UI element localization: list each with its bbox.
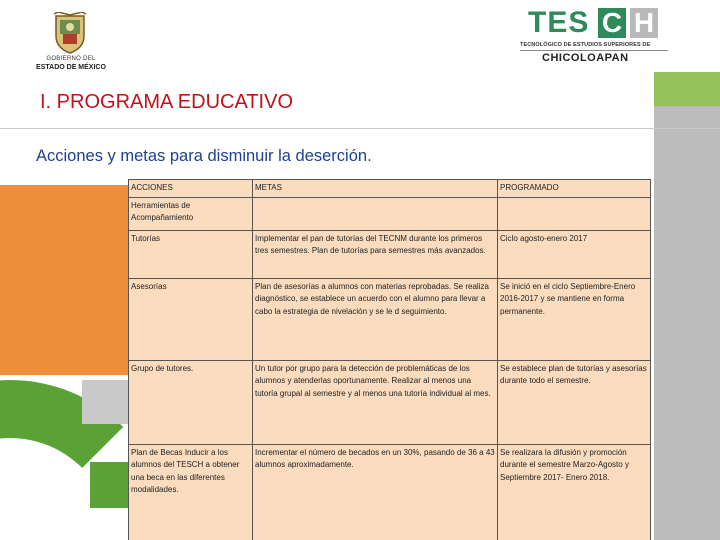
cell-meta: Implementar el pan de tutorías del TECNM durante los primeros tres semestres. Plan de tutorías para semestres más avanzados. xyxy=(253,230,498,278)
tesch-logo-tes: TES xyxy=(528,6,590,39)
table-row xyxy=(129,360,651,444)
table-header-row xyxy=(129,180,651,198)
table-row xyxy=(129,444,651,540)
title-divider xyxy=(0,128,720,129)
cell-programado: Se establece plan de tutorías y asesorías durante todo el semestre. xyxy=(498,360,651,444)
table-row xyxy=(129,278,651,360)
cell-accion: Tutorías xyxy=(129,230,253,278)
tesch-logo-c: C xyxy=(598,8,626,38)
tesch-logo xyxy=(518,4,674,68)
header-programado: PROGRAMADO xyxy=(498,180,651,198)
page-subtitle: Acciones y metas para disminuir la deserción. xyxy=(36,147,372,165)
actions-table xyxy=(128,179,650,540)
decorative-gray-block xyxy=(82,380,130,424)
cell-accion: Plan de Becas Inducir a los alumnos del TESCH a obtener una beca en las diferentes modalidades. xyxy=(129,444,253,540)
tesch-logo-divider xyxy=(520,50,668,51)
cell-accion: Asesorías xyxy=(129,278,253,360)
page-title: I. PROGRAMA EDUCATIVO xyxy=(40,91,293,113)
header-acciones: ACCIONES xyxy=(129,180,253,198)
decorative-gray-strip xyxy=(654,72,720,540)
tesch-logo-subtitle: TECNOLÓGICO DE ESTUDIOS SUPERIORES DE xyxy=(520,42,651,48)
cell-meta: Plan de asesorías a alumnos con materias reprobadas. Se realiza diagnóstico, se establece un acuerdo con el alumno para llevar a cabo la estrategia de nivelación y se le d seguimiento. xyxy=(253,278,498,360)
edomex-logo xyxy=(26,12,116,78)
decorative-orange-block xyxy=(0,185,128,375)
table-row xyxy=(129,230,651,278)
tesch-logo-h: H xyxy=(630,8,658,38)
cell-meta xyxy=(253,197,498,230)
cell-programado: Se inició en el ciclo Septiembre-Enero 2016-2017 y se mantiene en forma permanente. xyxy=(498,278,651,360)
cell-meta: Incrementar el número de becados en un 30%, pasando de 36 a 43 alumnos aproximadamente. xyxy=(253,444,498,540)
edomex-label-big: ESTADO DE MÉXICO xyxy=(36,64,106,71)
cell-meta: Un tutor por grupo para la detección de problemáticas de los alumnos y atenderlas oportunamente. Realizar al menos una tutoría grupal al semestre y al menos una tutoría individual al mes. xyxy=(253,360,498,444)
coat-of-arms-icon xyxy=(50,12,90,54)
cell-accion: Grupo de tutores. xyxy=(129,360,253,444)
edomex-label-small: GOBIERNO DEL xyxy=(46,56,96,62)
tesch-logo-city: CHICOLOAPAN xyxy=(542,52,629,64)
header-metas: METAS xyxy=(253,180,498,198)
cell-programado xyxy=(498,197,651,230)
cell-programado: Se realizara la difusión y promoción durante el semestre Marzo-Agosto y Septiembre 2017- Enero 2018. xyxy=(498,444,651,540)
cell-accion: Herramientas de Acompañamiento xyxy=(129,197,253,230)
cell-programado: Ciclo agosto-enero 2017 xyxy=(498,230,651,278)
table-row xyxy=(129,197,651,230)
decorative-green-strip xyxy=(654,72,720,106)
